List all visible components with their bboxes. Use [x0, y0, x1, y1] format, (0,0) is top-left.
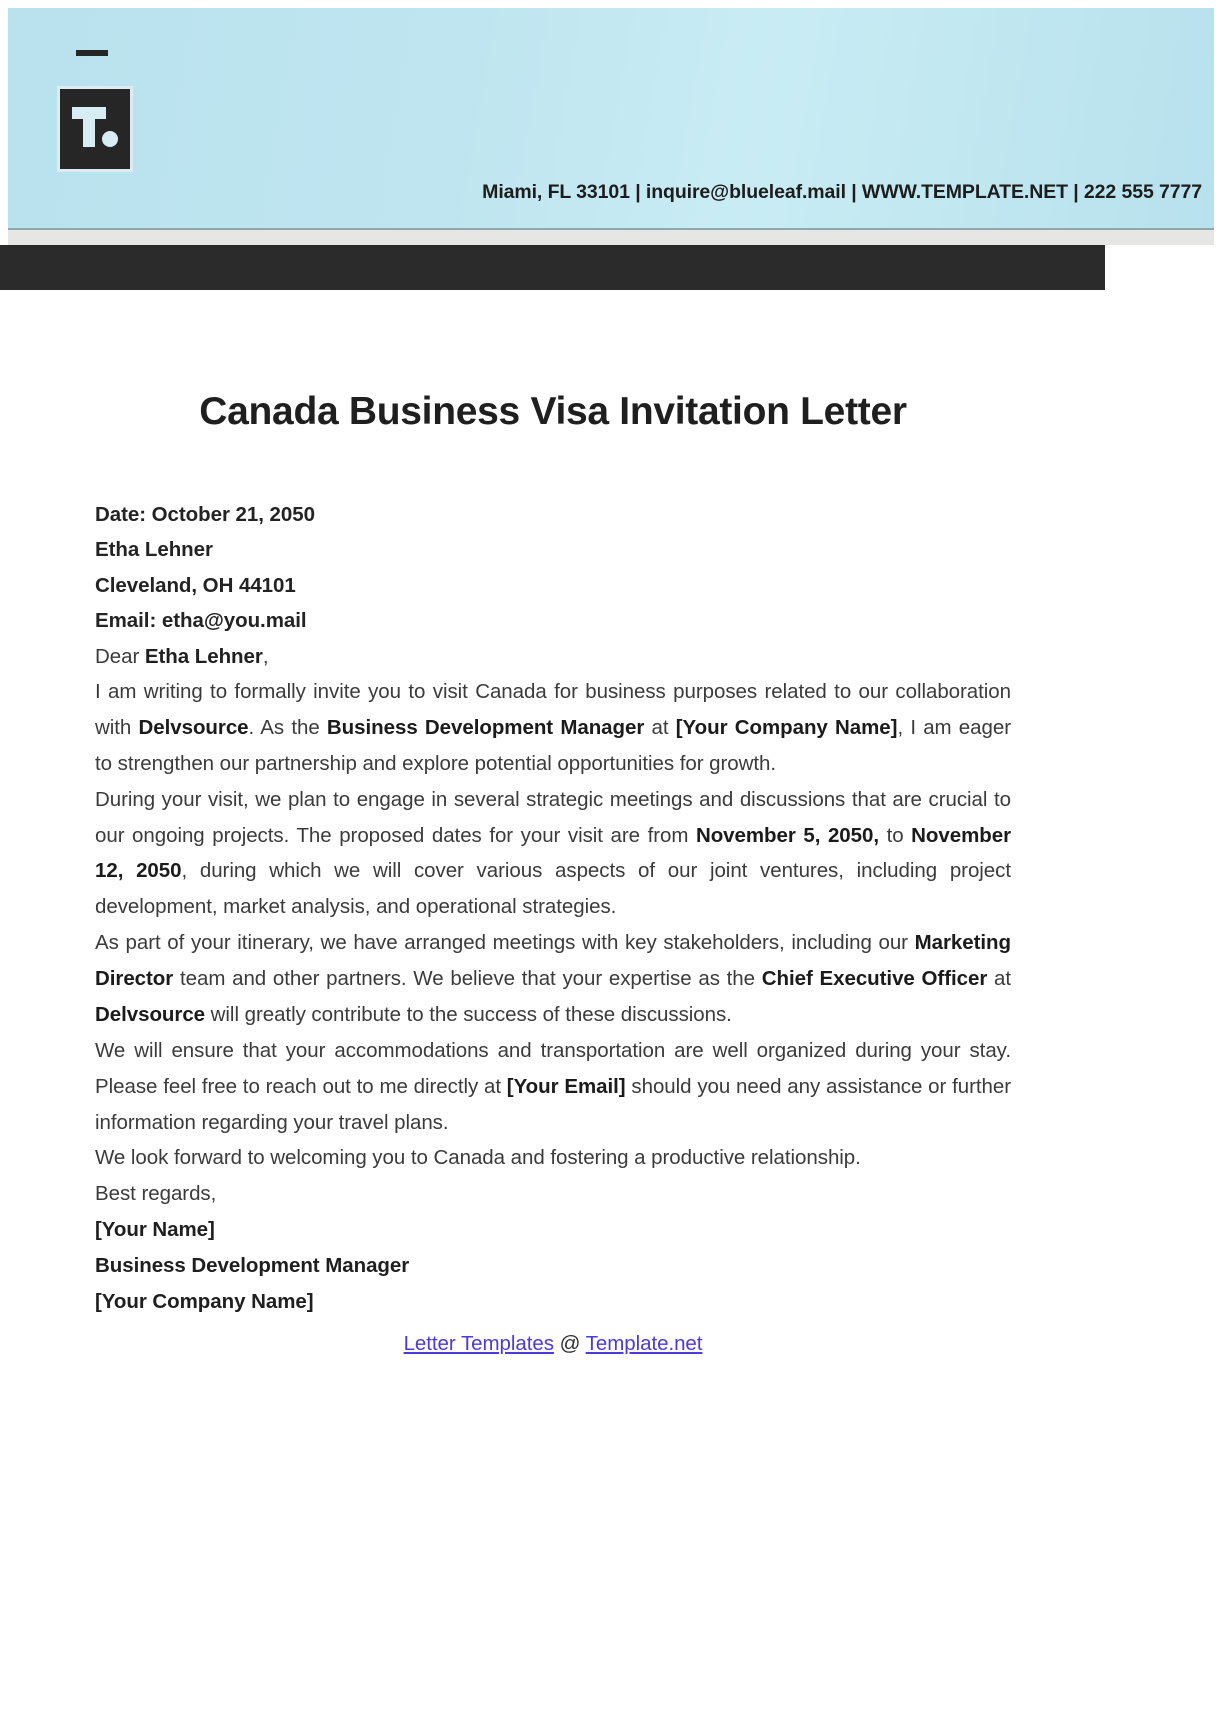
- salutation-name: Etha Lehner: [144, 644, 263, 668]
- logo-dash-icon: [76, 50, 108, 56]
- body-text: should you need any assistance or further information regarding your travel plans.: [95, 1074, 1012, 1134]
- page-title: Canada Business Visa Invitation Letter: [199, 390, 907, 433]
- emphasis-text: Delvsource: [138, 715, 249, 739]
- paragraph-accommodations: [95, 1033, 1011, 1141]
- letter-date: Date: October 21, 2050: [95, 502, 315, 526]
- letter-body: [95, 674, 1011, 1176]
- salutation: [95, 639, 1011, 674]
- salutation-suffix: ,: [262, 644, 269, 668]
- salutation-prefix: Dear: [95, 644, 145, 668]
- signature-company: [Your Company Name]: [95, 1289, 314, 1313]
- paragraph-visit-dates: [95, 782, 1011, 926]
- body-text: , during which we will cover various aspects of our joint ventures, including project development, market analysis, and operational strategies.: [95, 859, 1011, 919]
- emphasis-text: November 5, 2050,: [695, 823, 879, 847]
- header-dark-band: [0, 245, 1105, 290]
- body-text: We look forward to welcoming you to Canada and fostering a productive relationship.: [95, 1146, 861, 1170]
- footer-credit: [95, 1332, 1011, 1356]
- emphasis-text: [Your Email]: [506, 1074, 626, 1098]
- emphasis-text: Chief Executive Officer: [761, 967, 988, 991]
- signature-name: [Your Name]: [95, 1218, 215, 1242]
- template-net-link[interactable]: Template.net: [585, 1331, 703, 1355]
- body-text: During your visit, we plan to engage in several strategic meetings and discussions that are crucial to our ongoing projects. The proposed dates for your visit are from: [95, 787, 1011, 847]
- emphasis-text: [Your Company Name]: [675, 715, 898, 739]
- paragraph-intro: [95, 674, 1011, 782]
- header-light-band: [8, 230, 1214, 245]
- recipient-email: Email: etha@you.mail: [95, 609, 307, 633]
- body-text: As part of your itinerary, we have arranged meetings with key stakeholders, including our: [95, 931, 915, 955]
- closing-line: Best regards,: [95, 1182, 217, 1206]
- body-text: We will ensure that your accommodations and transportation are well organized during your stay. Please feel free to reach out to me directly at: [95, 1038, 1011, 1098]
- letter-templates-link[interactable]: Letter Templates: [403, 1331, 554, 1355]
- body-text: at: [644, 715, 676, 739]
- letterhead-contact-line: Miami, FL 33101 | inquire@blueleaf.mail | WWW.TEMPLATE.NET | 222 555 7777: [482, 181, 1202, 203]
- letter-document: [95, 390, 1011, 1356]
- recipient-city: Cleveland, OH 44101: [95, 573, 296, 597]
- footer-at-symbol: @: [559, 1331, 581, 1355]
- body-text: at: [987, 967, 1011, 991]
- body-text: to: [879, 823, 912, 847]
- emphasis-text: Business Development Manager: [326, 715, 645, 739]
- letterhead-banner: [8, 8, 1214, 228]
- emphasis-text: Delvsource: [95, 1002, 206, 1026]
- body-text: team and other partners. We believe that your expertise as the: [173, 967, 762, 991]
- signature-title: Business Development Manager: [95, 1254, 410, 1278]
- paragraph-closing-statement: [95, 1140, 1011, 1176]
- body-text: will greatly contribute to the success of these discussions.: [205, 1002, 732, 1026]
- body-text: . As the: [248, 715, 327, 739]
- emphasis-text: Marketing Director: [95, 931, 1011, 991]
- recipient-name: Etha Lehner: [95, 538, 213, 562]
- emphasis-text: November 12, 2050: [95, 823, 1011, 883]
- template-net-logo-icon: [57, 86, 133, 172]
- body-text: , I am eager to strengthen our partnership and explore potential opportunities for growth.: [95, 715, 1011, 775]
- body-text: I am writing to formally invite you to visit Canada for business purposes related to our collaboration with: [95, 680, 1011, 739]
- paragraph-itinerary: [95, 925, 1011, 1033]
